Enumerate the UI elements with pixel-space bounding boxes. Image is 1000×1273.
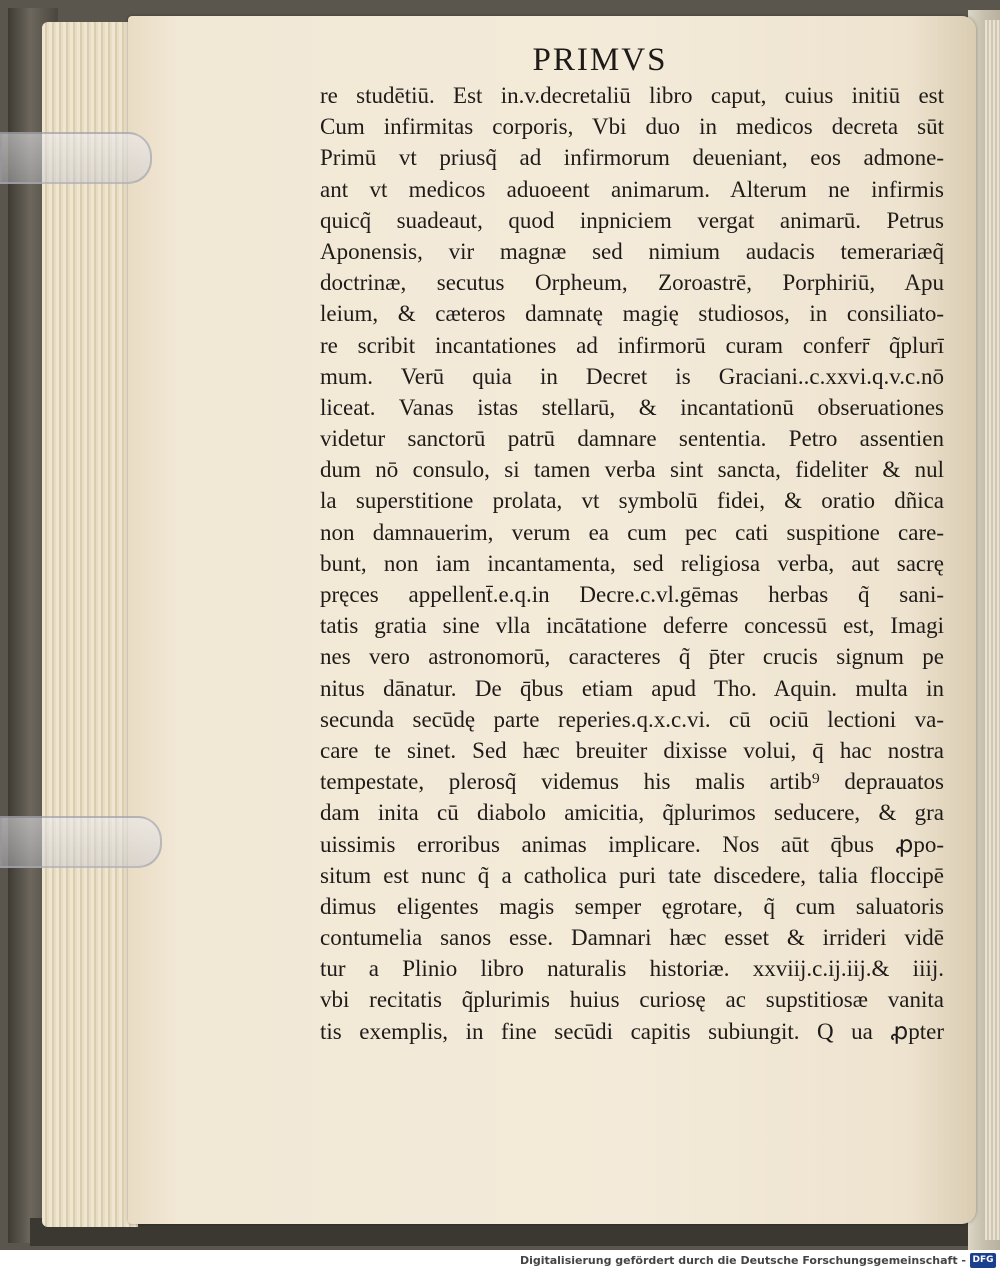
dfg-logo-icon: DFG bbox=[970, 1253, 996, 1268]
page-clip-top bbox=[0, 132, 152, 184]
text-line: doctrinæ, secutus Orpheum, Zoroastrē, Porphiriū, Apu bbox=[320, 270, 944, 296]
text-line: tempestate, plerosq̃ videmus his malis artib⁹ deprauatos bbox=[320, 769, 944, 795]
text-line: liceat. Vanas istas stellarū, & incantationū obseruationes bbox=[320, 394, 944, 420]
text-line: quicq̃ suadeaut, quod inpniciem vergat animarū. Petrus bbox=[320, 207, 944, 233]
text-line: non damnauerim, verum ea cum pec cati suspitione care- bbox=[320, 519, 944, 545]
text-block bbox=[320, 80, 944, 1044]
text-line: leium, & cæteros damnatę magię studiosos, in consiliato- bbox=[320, 301, 944, 327]
text-line: bunt, non iam incantamenta, sed religiosa verba, aut sacrę bbox=[320, 550, 944, 576]
text-line: dimus eligentes magis semper ęgrotare, q̃ cum saluatoris bbox=[320, 893, 944, 919]
text-line: ant vt medicos aduoeent animarum. Alterum ne infirmis bbox=[320, 176, 944, 202]
text-line: la superstitione prolata, vt symbolū fidei, & oratio dñica bbox=[320, 488, 944, 514]
text-line: Primū vt priusq̃ ad infirmorum deueniant, eos admone- bbox=[320, 145, 944, 171]
text-line: dum nō consulo, si tamen verba sint sancta, fideliter & nul bbox=[320, 457, 944, 483]
text-line: vbi recitatis q̃plurimis huius curiosę ac supstitiosæ vanita bbox=[320, 987, 944, 1013]
text-line: secunda secūdę parte reperies.q.x.c.vi. cū ociū lectioni va- bbox=[320, 706, 944, 732]
text-line: nes vero astronomorū, caracteres q̃ p̄ter crucis signum pe bbox=[320, 644, 944, 670]
text-line: Cum infirmitas corporis, Vbi duo in medicos decreta sūt bbox=[320, 114, 944, 140]
page-edges bbox=[42, 22, 138, 1227]
text-line: Aponensis, vir magnæ sed nimium audacis temerariæq̃ bbox=[320, 238, 944, 264]
text-line: videtur sanctorū patrū damnare sententia. Petro assentien bbox=[320, 426, 944, 452]
text-line: nitus dānatur. De q̄bus etiam apud Tho. Aquin. multa in bbox=[320, 675, 944, 701]
text-line: tis exemplis, in fine secūdi capitis subiungit. Q ua ꝓpter bbox=[320, 1018, 944, 1044]
text-line: uissimis erroribus animas implicare. Nos aūt q̄bus ꝓpo- bbox=[320, 831, 944, 857]
page-clip-bottom bbox=[0, 816, 162, 868]
funding-credit: Digitalisierung gefördert durch die Deutsche Forschungsgemeinschaft - bbox=[519, 1254, 966, 1267]
text-line: situm est nunc q̃ a catholica puri tate discedere, talia floccipē bbox=[320, 862, 944, 888]
running-head: PRIMVS bbox=[532, 42, 668, 78]
text-line: contumelia sanos esse. Damnari hæc esset & irrideri vidē bbox=[320, 925, 944, 951]
text-line: tur a Plinio libro naturalis historiæ. xxviij.c.ij.iij.& iiij. bbox=[320, 956, 944, 982]
text-line: mum. Verū quia in Decret is Graciani..c.xxvi.q.v.c.nō bbox=[320, 363, 944, 389]
text-line: re studētiū. Est in.v.decretaliū libro caput, cuius initiū est bbox=[320, 83, 944, 108]
text-line: tatis gratia sine vlla incātatione deferre concessū est, Imagi bbox=[320, 613, 944, 639]
footer-bar bbox=[0, 1250, 1000, 1273]
text-line: dam inita cū diabolo amicitia, q̃plurimos seducere, & gra bbox=[320, 800, 944, 826]
text-line: pręces appellent̄.e.q.in Decre.c.vl.gēmas herbas q̃ sani- bbox=[320, 582, 944, 607]
facing-page-leaves bbox=[985, 20, 1000, 1240]
text-line: re scribit incantationes ad infirmorū curam conferr̄ q̃plurī bbox=[320, 332, 944, 358]
text-line: care te sinet. Sed hæc breuiter dixisse volui, q̄ hac nostra bbox=[320, 737, 944, 763]
